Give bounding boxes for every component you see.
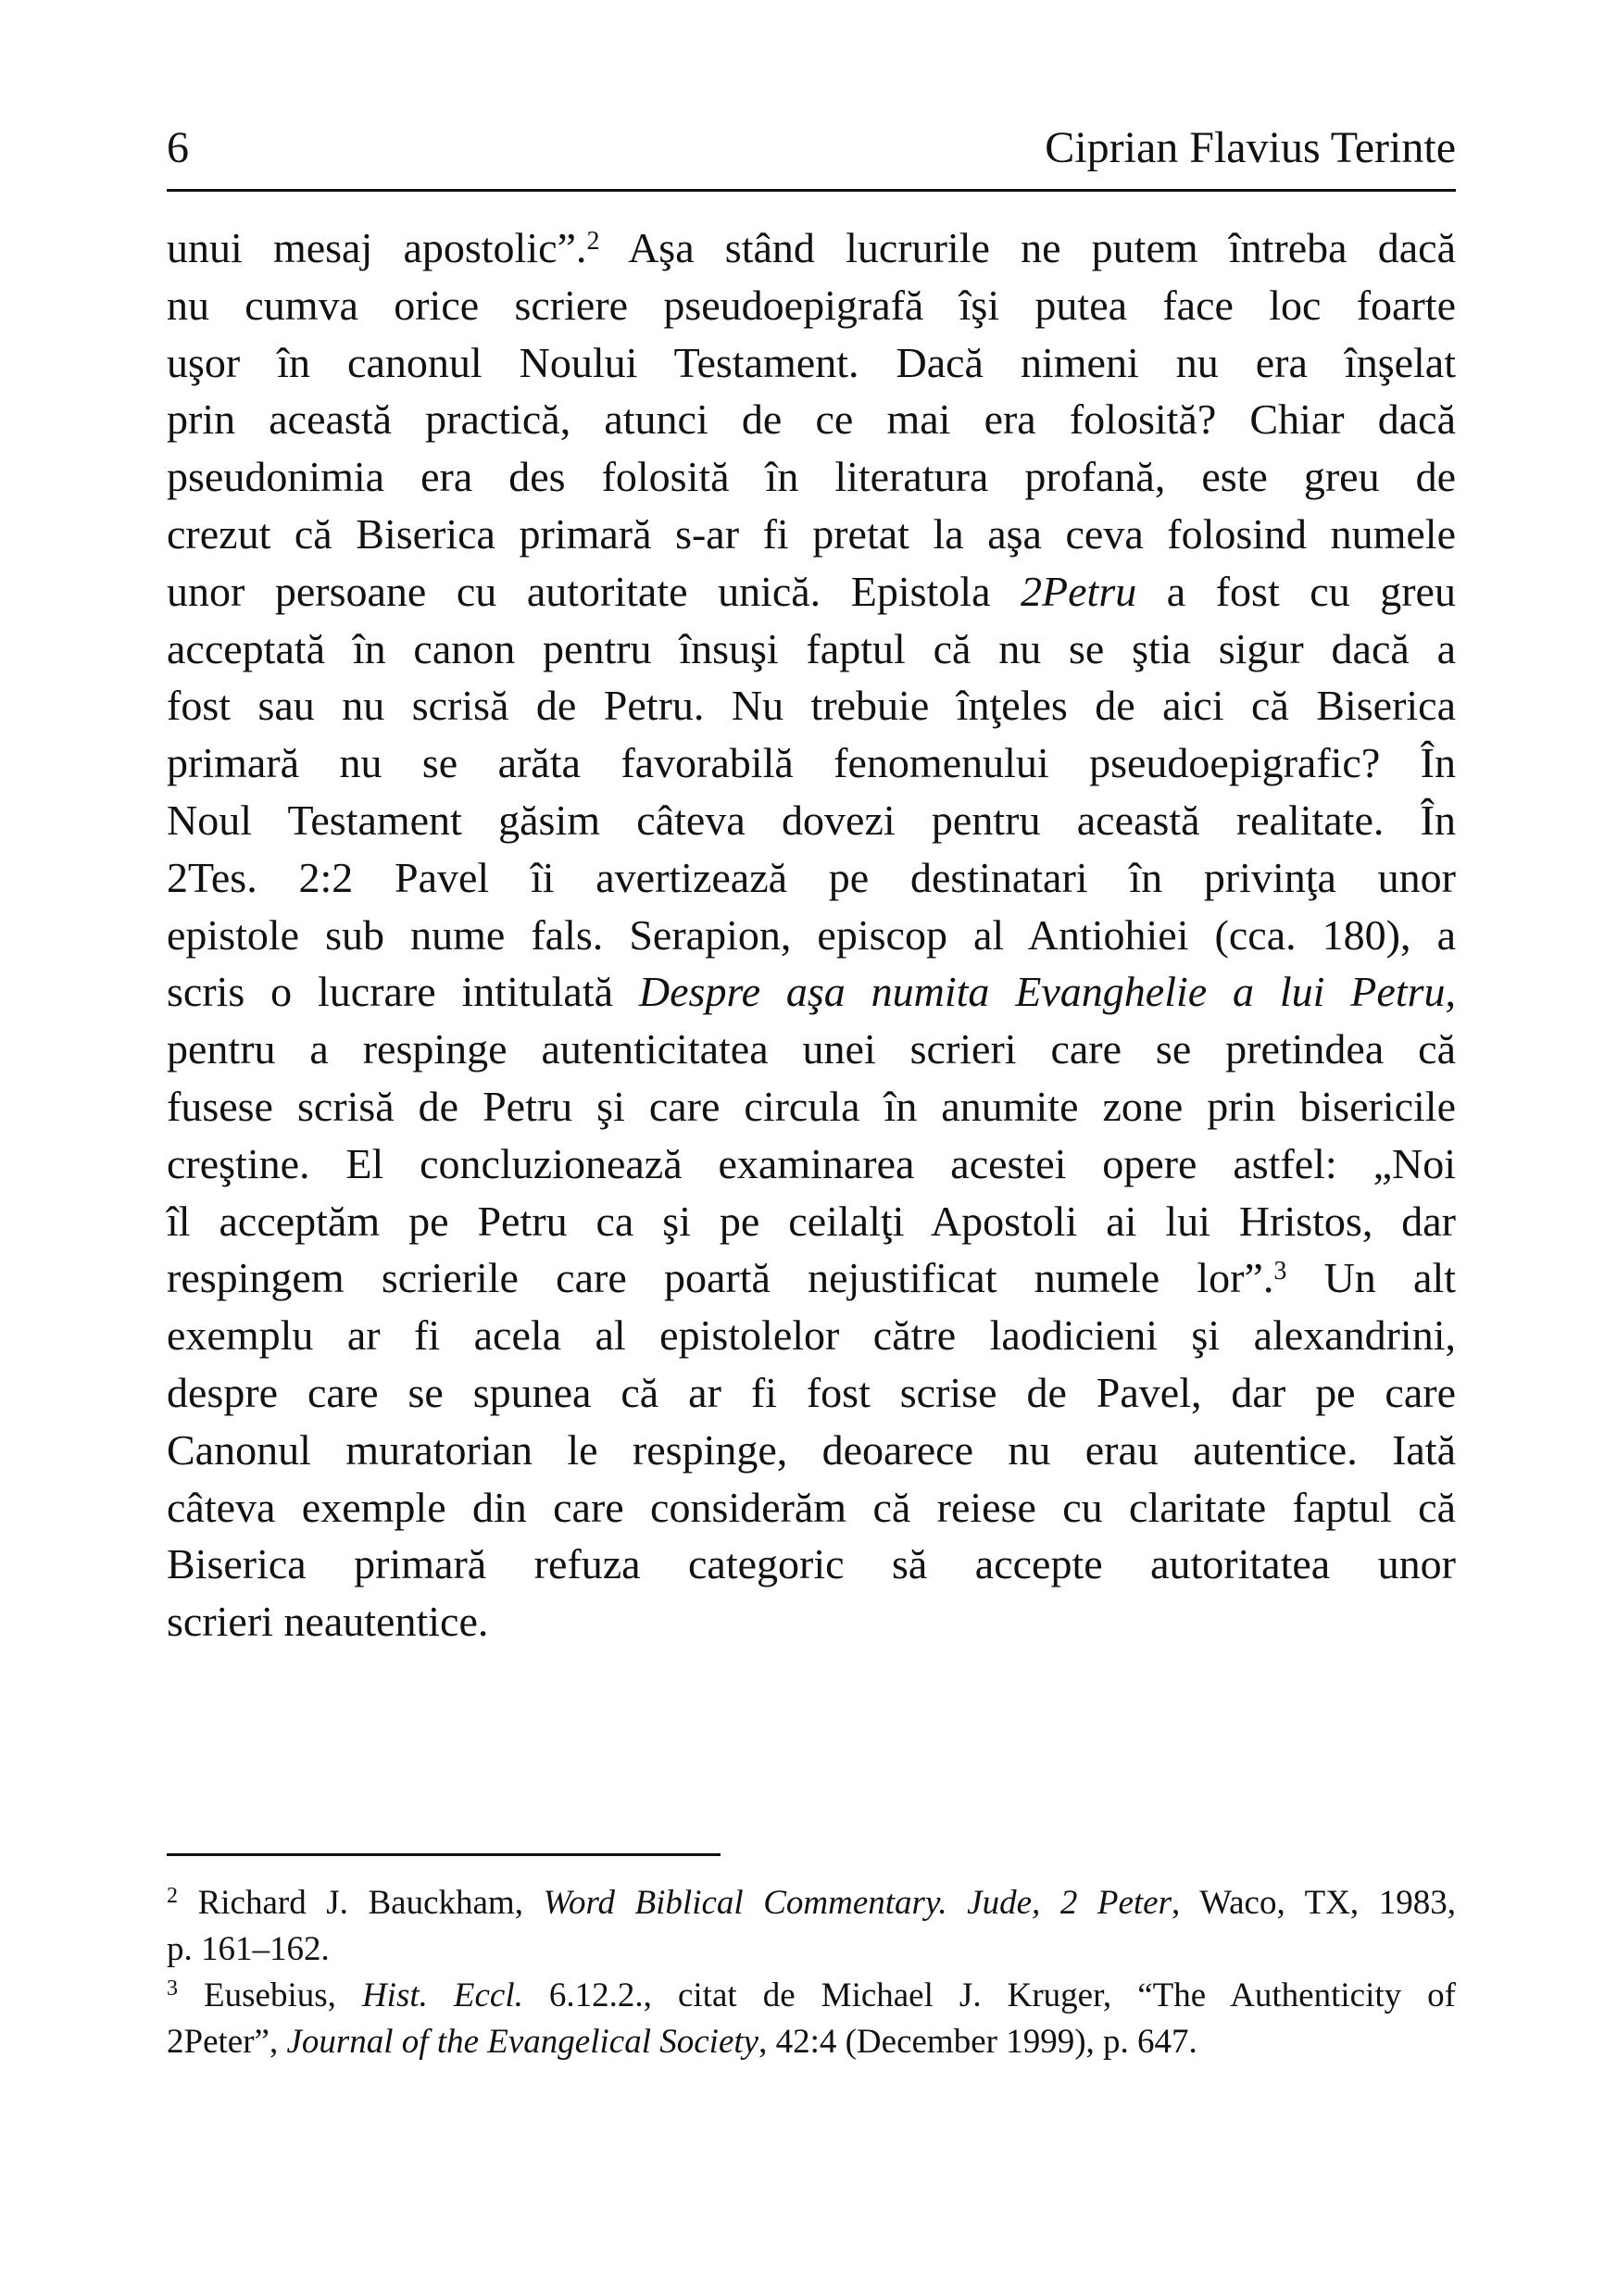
footnotes: [167, 1880, 1456, 2065]
italic-title: Hist. Eccl.: [361, 1976, 523, 2014]
page-number: 6: [167, 123, 189, 172]
text-line: Biserica primară refuza categoric să accepte autoritatea unor: [167, 1540, 1456, 1588]
text-line: prin această practică, atunci de ce mai era folosită? Chiar dacă: [167, 395, 1456, 444]
italic-title: Word Biblical Commentary. Jude, 2 Peter: [543, 1884, 1172, 1922]
footnote-2: $^2$ Richard J. Bauckham, Word Biblical Commentary. Jude, 2 Peter, Waco, TX, 1983,: [167, 1884, 1456, 1922]
text-line: Noul Testament găsim câteva dovezi pentru această realitate. În: [167, 796, 1456, 844]
text-line: unui mesaj apostolic”.$^2$ Aşa stând lucrurile ne putem întreba dacă: [167, 224, 1456, 271]
text-line: scris o lucrare intitulată Despre aşa numita Evanghelie a lui Petru,: [167, 968, 1456, 1016]
text-line: câteva exemple din care considerăm că reiese cu claritate faptul că: [167, 1483, 1456, 1531]
italic-title: Journal of the Evangelical Society: [286, 2023, 759, 2061]
text-line: uşor în canonul Noului Testament. Dacă nimeni nu era înşelat: [167, 338, 1456, 386]
text-line: epistole sub nume fals. Serapion, episcop al Antiohiei (cca. 180), a: [167, 910, 1456, 959]
text-line: crezut că Biserica primară s-ar fi pretat la aşa ceva folosind numele: [167, 509, 1456, 558]
text-line: pentru a respinge autenticitatea unei scrieri care se pretindea că: [167, 1025, 1456, 1073]
text-line: fusese scrisă de Petru şi care circula în anumite zone prin bisericile: [167, 1082, 1456, 1130]
text-line: respingem scrierile care poartă nejustificat numele lor”.$^3$ Un alt: [167, 1254, 1456, 1302]
italic-title: Despre aşa numita Evanghelie a lui Petru: [638, 968, 1446, 1016]
running-title: Ciprian Flavius Terinte: [1045, 123, 1456, 172]
italic-title: 2Petru: [1021, 567, 1137, 615]
text-line: nu cumva orice scriere pseudoepigrafă îşi putea face loc foarte: [167, 281, 1456, 329]
body-paragraph: [167, 220, 1456, 1650]
text-line: unor persoane cu autoritate unică. Epistola 2Petru a fost cu greu: [167, 567, 1456, 615]
footnote-ref-3: 3: [1273, 1257, 1287, 1286]
footnote-separator: [167, 1853, 721, 1856]
running-header: [167, 119, 1456, 192]
footnote-number: 3: [167, 1976, 178, 2001]
text-line: primară nu se arăta favorabilă fenomenului pseudoepigrafic? În: [167, 739, 1456, 787]
footnote-number: 2: [167, 1884, 178, 1908]
text-line: acceptată în canon pentru însuşi faptul că nu se ştia sigur dacă a: [167, 624, 1456, 672]
text-line: îl acceptăm pe Petru ca şi pe ceilalţi Apostoli ai lui Hristos, dar: [167, 1197, 1456, 1245]
text-line: fost sau nu scrisă de Petru. Nu trebuie înţeles de aici că Biserica: [167, 682, 1456, 730]
footnote-3-continuation: 2Peter”, Journal of the Evangelical Society, 42:4 (December 1999), p. 647.: [167, 2023, 1197, 2061]
text-line: despre care se spunea că ar fi fost scrise de Pavel, dar pe care: [167, 1368, 1456, 1416]
text-line: pseudonimia era des folosită în literatura profană, este greu de: [167, 453, 1456, 501]
footnote-3: $^3$ Eusebius, Hist. Eccl. 6.12.2., citat de Michael J. Kruger, “The Authenticity of: [167, 1976, 1456, 2014]
footnote-ref-2: 2: [586, 227, 600, 256]
text-line: Canonul muratorian le respinge, deoarece nu erau autentice. Iată: [167, 1425, 1456, 1474]
text-line: creştine. El concluzionează examinarea acestei opere astfel: „Noi: [167, 1139, 1456, 1187]
text-line: exemplu ar fi acela al epistolelor către laodicieni şi alexandrini,: [167, 1311, 1456, 1360]
footnote-2-continuation: p. 161–162.: [167, 1930, 330, 1968]
text-line: scrieri neautentice.: [167, 1598, 489, 1646]
text-line: 2Tes. 2:2 Pavel îi avertizează pe destinatari în privinţa unor: [167, 853, 1456, 901]
